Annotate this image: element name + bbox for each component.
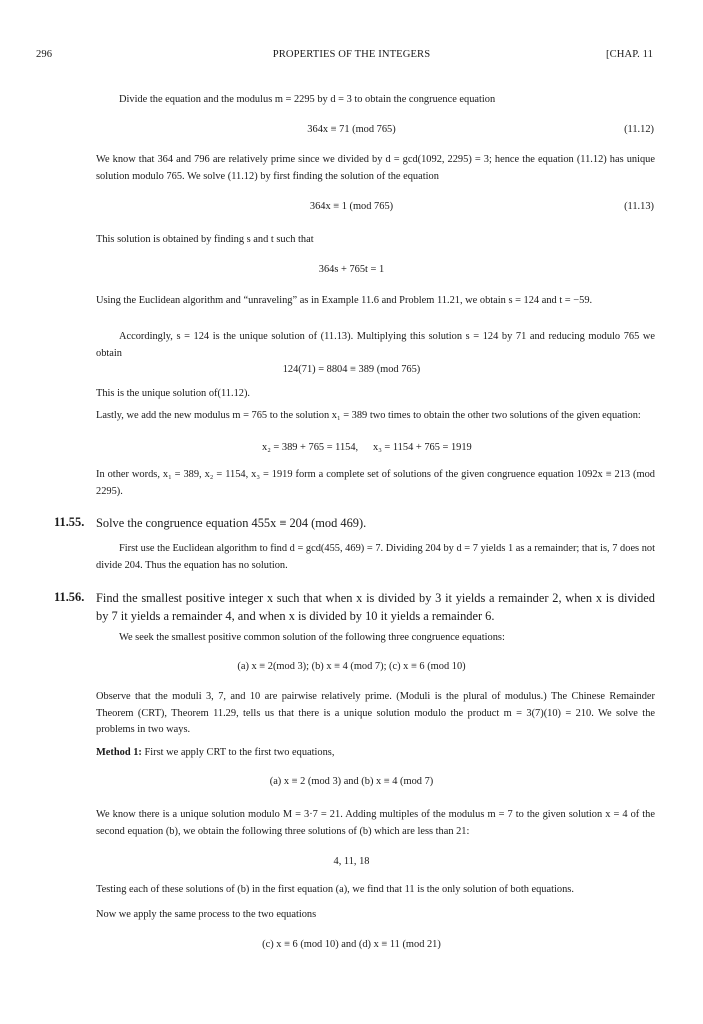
chapter-label: [CHAP. 11 [605, 49, 653, 60]
problem-11-56-intro: We seek the smallest positive common solution of the following three congruence equations: [119, 632, 505, 643]
equations-a-b: (a) x ≡ 2 (mod 3) and (b) x ≡ 4 (mod 7) [269, 776, 434, 787]
solutions-list: 4, 11, 18 [333, 856, 370, 867]
problem-11-56-number: 11.56. [54, 590, 85, 604]
equation-11-13-number: (11.13) [624, 201, 654, 212]
method-1-line [96, 746, 334, 759]
equation-x3: x₃ = 1154 + 765 = 1919 [373, 442, 472, 453]
testing-line: Testing each of these solutions of (b) in the first equation (a), we find that 11 is the only solution of both equations. [96, 884, 574, 895]
modulus-21-paragraph: We know there is a unique solution modulo M = 3·7 = 21. Adding multiples of the modulus m = 7 to the given solution x = 4 of the second equation (b), we obtain the following three solutions of (b) which are less than 21: [96, 809, 655, 837]
euclidean-paragraph: Using the Euclidean algorithm and “unraveling” as in Example 11.6 and Problem 11.21, we obtain s = 124 and t = −59. [96, 295, 593, 306]
running-title: PROPERTIES OF THE INTEGERS [272, 49, 431, 60]
problem-11-55-solution: First use the Euclidean algorithm to find d = gcd(455, 469) = 7. Dividing 204 by d = 7 yields 1 as a remainder; that is, 7 does not divide 204. Thus the equation has no solution. [96, 543, 655, 571]
problem-11-55-statement: Solve the congruence equation 455x ≡ 204 (mod 469). [96, 516, 367, 530]
crt-paragraph: Observe that the moduli 3, 7, and 10 are pairwise relatively prime. (Moduli is the plural of modulus.) The Chinese Remainder Theorem (CRT), Theorem 11.29, tells us that there is a unique solution modulo the product m = 3(7)(10) = 210. We solve the problems in two ways. [96, 691, 655, 735]
relatively-prime-paragraph: We know that 364 and 796 are relatively prime since we divided by d = gcd(1092, 2295) = 3; hence the equation (11.12) has unique solution modulo 765. We solve (11.12) by first finding the solution of the equation [96, 154, 655, 182]
equation-11-12-number: (11.12) [624, 124, 654, 135]
accordingly-paragraph: Accordingly, s = 124 is the unique solution of (11.13). Multiplying this solution s = 124 by 71 and reducing modulo 765 we obtain [96, 331, 655, 359]
problem-11-56-statement: Find the smallest positive integer x such that when x is divided by 3 it yields a remainder 2, when x is divided by 7 it yields a remainder 4, and when x is divided by 10 it yields a remainder 6. [96, 591, 655, 623]
now-apply-line: Now we apply the same process to the two equations [96, 909, 317, 920]
equations-a-b-c: (a) x ≡ 2(mod 3); (b) x ≡ 4 (mod 7); (c) x ≡ 6 (mod 10) [237, 661, 466, 672]
method-1-text: First we apply CRT to the first two equations, [144, 747, 335, 758]
equation-124: 124(71) = 8804 ≡ 389 (mod 765) [282, 364, 421, 375]
st-intro-line: This solution is obtained by finding s and t such that [96, 234, 314, 245]
intro-line: Divide the equation and the modulus m = 2295 by d = 3 to obtain the congruence equation [119, 94, 496, 105]
lastly-paragraph: Lastly, we add the new modulus m = 765 to the solution x₁ = 389 two times to obtain the other two solutions of the given equation: [96, 410, 641, 421]
equations-c-d: (c) x ≡ 6 (mod 10) and (d) x ≡ 11 (mod 21) [262, 939, 441, 950]
problem-11-55-number: 11.55. [54, 515, 85, 529]
equation-11-12: 364x ≡ 71 (mod 765) [307, 124, 396, 135]
equation-x2: x₂ = 389 + 765 = 1154, [262, 442, 359, 453]
page-number: 296 [36, 49, 53, 60]
in-other-words-paragraph: In other words, x₁ = 389, x₂ = 1154, x₃ = 1919 form a complete set of solutions of the given congruence equation 1092x ≡ 213 (mod 2295). [96, 469, 655, 497]
method-1-label: Method 1: [96, 747, 142, 758]
equation-11-13: 364x ≡ 1 (mod 765) [309, 201, 394, 212]
equation-s-t: 364s + 765t = 1 [318, 264, 385, 275]
unique-solution-line: This is the unique solution of(11.12). [96, 388, 251, 399]
